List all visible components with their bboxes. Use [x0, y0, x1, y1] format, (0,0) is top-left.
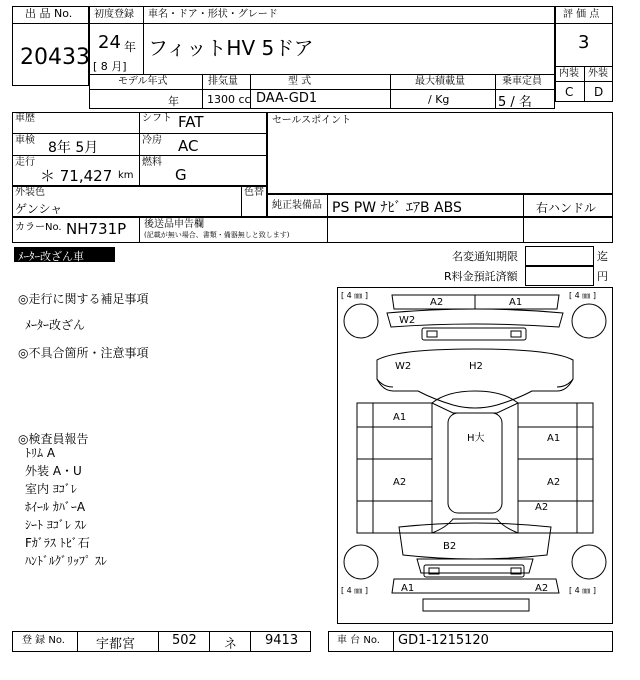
wheel-front-right [572, 304, 606, 338]
color-no-label: カラーNo. [15, 222, 62, 233]
score-value: 3 [578, 32, 590, 53]
name-change-label: 名変通知期限 [452, 250, 518, 263]
inspector-line: ﾊﾝﾄﾞﾙｸﾞﾘｯﾌﾟ ｽﾚ [25, 554, 107, 568]
body-right-side [518, 403, 593, 533]
color-value: ゲンシャ [15, 202, 63, 216]
recycle-unit: 円 [597, 270, 608, 283]
first-reg-year: 24 [98, 32, 121, 53]
back-door [399, 523, 551, 559]
equipment-label: 純正装備品 [272, 200, 322, 211]
model-year-unit: 年 [168, 95, 179, 108]
ac-label: 冷房 [142, 135, 162, 146]
first-reg-year-unit: 年 [124, 40, 137, 54]
displacement: 1300 cc [207, 93, 251, 106]
mileage-value: ＊ 71,427 [40, 167, 113, 185]
aftermarket-label: 後送品申告欄 [144, 219, 204, 230]
name-change-field [525, 246, 594, 266]
reg-class: 502 [172, 633, 197, 648]
damage-rear-left-door: A2 [393, 477, 407, 488]
rear-window [432, 519, 518, 533]
damage-rear-glass: W2 [395, 361, 412, 372]
reg-region: 宇都宮 [96, 637, 136, 652]
reg-label: 登 録 No. [22, 635, 65, 646]
car-damage-diagram [337, 287, 613, 624]
color-no-value: NH731P [66, 220, 127, 238]
inspector-line: 室内 ﾖｺﾞﾚ [25, 482, 77, 496]
reg-number: 9413 [265, 633, 299, 648]
damage-windshield: W2 [399, 315, 416, 326]
color-label: 外装色 [15, 187, 45, 198]
damage-front-bumper-right: A1 [509, 297, 523, 308]
max-load-label: 最大積載量 [415, 76, 465, 87]
tire-label-fl: [ 4 ㎜ ] [341, 291, 368, 300]
shift-label: シフト [142, 113, 172, 124]
max-load: / Kg [428, 93, 450, 106]
car-name: フィットHV 5ドア [148, 36, 314, 60]
model-type: DAA-GD1 [256, 91, 318, 106]
type-label: 型 式 [288, 76, 312, 87]
mileage-label: 走行 [15, 157, 35, 168]
rear-lower [417, 559, 533, 573]
ac-value: AC [178, 137, 199, 155]
recycle-label: R料金預託済額 [444, 270, 518, 283]
inspection-value: 8年 5月 [48, 140, 99, 156]
wheel-rear-right [572, 545, 606, 579]
inspector-lines [25, 444, 107, 570]
damage-back-door: B2 [443, 541, 457, 552]
sales-points-label: セールスポイント [272, 115, 352, 126]
tire-label-rr: [ 4 ㎜ ] [569, 586, 596, 595]
aftermarket-note: (記載が無い場合、書類・備器無しと致します) [144, 231, 290, 239]
capacity: 5 / 名 [498, 95, 532, 110]
history-label: 車歴 [15, 113, 35, 124]
damage-rear-right-fender: A2 [535, 502, 549, 513]
damage-front-bumper-left: A2 [430, 297, 444, 308]
first-reg-month: [ 8 月] [93, 60, 127, 73]
inspector-line: Fｶﾞﾗｽ ﾄﾋﾞ石 [25, 536, 90, 550]
damage-hood: H2 [469, 361, 483, 372]
equipment-value: PS PW ﾅﾋﾞ ｴｱB ABS [332, 200, 462, 216]
driving-note: ﾒｰﾀｰ改ざん [25, 318, 86, 332]
damage-rear-right-door: A2 [547, 477, 561, 488]
roof [448, 413, 502, 513]
interior-label: 内装 [559, 68, 579, 79]
lot-number: 20433 [20, 45, 90, 70]
fuel-value: G [175, 166, 187, 184]
capacity-label: 乗車定員 [502, 76, 542, 87]
wheel-rear-left [344, 545, 378, 579]
repaint-label: 色替 [244, 187, 264, 198]
rear-bumper [392, 579, 559, 593]
inspector-line: 外装 A・U [25, 464, 82, 478]
exterior-label: 外装 [588, 68, 608, 79]
first-reg-label: 初度登録 [94, 9, 134, 20]
inspector-line: ｼｰﾄ ﾖｺﾞﾚ ｽﾚ [25, 518, 87, 532]
inspector-line: ﾎｲｰﾙ ｶﾊﾞｰA [25, 500, 86, 514]
displacement-label: 排気量 [208, 76, 238, 87]
name-change-unit: 迄 [597, 250, 608, 263]
mileage-unit: km [118, 170, 134, 181]
chassis-number: GD1-1215120 [398, 633, 489, 648]
damage-rear-bumper: A1 [401, 583, 415, 594]
tire-label-fr: [ 4 ㎜ ] [569, 291, 596, 300]
hood [377, 349, 573, 408]
score-label: 評 価 点 [563, 9, 600, 20]
damage-front-left-door: A1 [393, 412, 407, 423]
meter-tampered-text: ﾒｰﾀｰ改ざん車 [18, 250, 84, 263]
recycle-field [525, 266, 594, 286]
model-year-label: モデル年式 [118, 76, 168, 87]
fuel-label: 燃料 [142, 157, 162, 168]
wheel-front-left [344, 304, 378, 338]
steering-value: 右ハンドル [536, 201, 597, 215]
damage-front-right-door: A1 [547, 433, 561, 444]
inspector-heading: ◎検査員報告 [18, 432, 89, 446]
tire-label-rl: [ 4 ㎜ ] [341, 586, 368, 595]
defects-heading: ◎不具合箇所・注意事項 [18, 346, 149, 360]
driving-heading: ◎走行に関する補足事項 [18, 292, 149, 306]
damage-roof: H大 [467, 433, 485, 444]
interior-grade: C [565, 85, 574, 99]
inspector-line: ﾄﾘﾑ A [25, 446, 56, 460]
car-name-label: 車名・ドア・形状・グレード [148, 9, 278, 20]
lot-label: 出 品 No. [25, 7, 73, 20]
damage-rear-bumper-right: A2 [535, 583, 549, 594]
shift-value: FAT [178, 113, 204, 131]
grille [422, 328, 526, 340]
inspection-label: 車検 [15, 135, 35, 146]
chassis-label: 車 台 No. [337, 635, 380, 646]
exterior-grade: D [594, 85, 604, 99]
reg-kana: ネ [224, 637, 238, 652]
